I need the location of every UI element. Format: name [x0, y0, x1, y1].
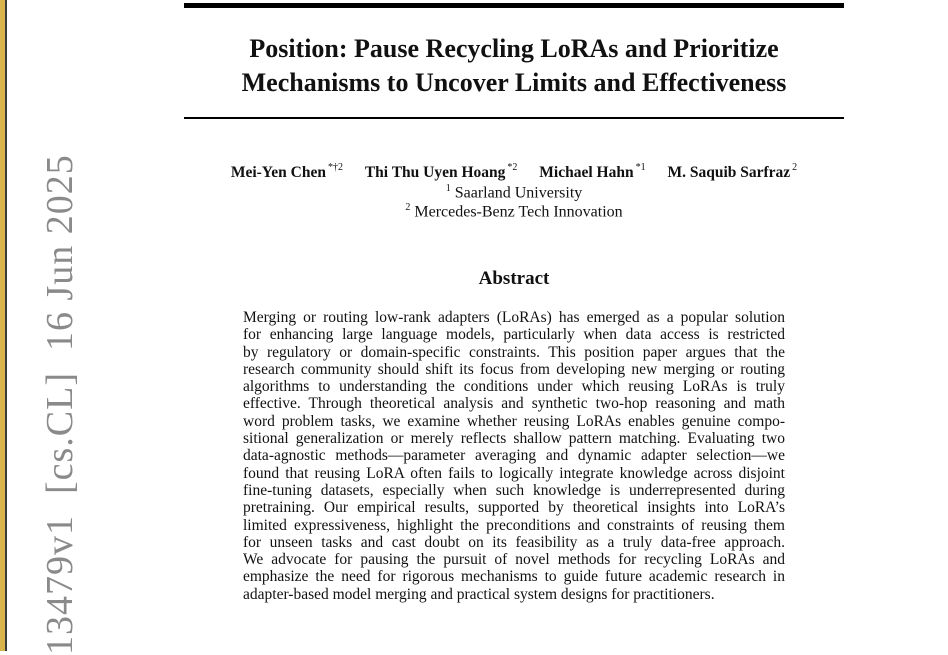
author	[231, 163, 343, 182]
abstract-line: limited expressiveness, highlight the preconditions and constraints of reusing them	[243, 516, 785, 534]
abstract-line: emphasize the need for rigorous mechanisms to guide future academic research in	[243, 568, 785, 586]
paper-title	[184, 32, 844, 100]
author-marks: 2	[792, 162, 798, 173]
abstract-line: Merging or routing low-rank adapters (LoRAs) has emerged as a popular solution	[243, 309, 785, 326]
abstract-line: data-agnostic methods—parameter averaging and dynamic adapter selection—we	[243, 447, 785, 465]
author-marks: *1	[635, 162, 646, 173]
abstract-line: research community should shift its focus from developing new merging or routing	[243, 360, 785, 378]
author-marks: *†2	[327, 162, 343, 173]
abstract-body	[243, 309, 785, 603]
abstract-line: algorithms to understanding the conditions under which reusing LoRAs is truly	[243, 378, 785, 396]
affiliation-mark: 1	[445, 183, 451, 194]
arxiv-identifier: 13479v1 [cs.CL] 16 Jun 2025	[39, 154, 81, 655]
abstract-line: for unseen tasks and cast doubt on its feasibility as a truly data-free approach.	[243, 533, 785, 551]
author	[365, 163, 518, 182]
author	[667, 163, 797, 182]
affiliation-name: Mercedes-Benz Tech Innovation	[414, 203, 623, 221]
abstract-line: found that reusing LoRA often fails to logically integrate knowledge across disjoint	[243, 464, 785, 482]
affiliation-mark: 2	[405, 202, 411, 213]
page-left-edge-shadow	[5, 0, 7, 651]
affiliation	[184, 183, 844, 202]
author-name: Thi Thu Uyen Hoang	[364, 164, 506, 182]
author-list	[184, 163, 844, 182]
author-marks: *2	[507, 162, 518, 173]
title-line: Position: Pause Recycling LoRAs and Prioritize	[249, 34, 779, 63]
abstract-line: fine-tuning datasets, especially when such knowledge is underrepresented during	[243, 481, 785, 499]
abstract-heading: Abstract	[478, 268, 550, 289]
abstract-line: word problem tasks, we examine whether reusing LoRAs enables genuine compo-	[243, 412, 785, 430]
abstract-line: sitional generalization or merely reflects shallow pattern matching. Evaluating two	[243, 430, 785, 448]
abstract-line: by regulatory or domain-specific constraints. This position paper argues that the	[243, 343, 785, 361]
author-name: M. Saquib Sarfraz	[667, 164, 791, 182]
title-line: Mechanisms to Uncover Limits and Effectiveness	[241, 68, 787, 97]
title-top-rule	[184, 3, 844, 8]
author-name: Michael Hahn	[539, 164, 634, 182]
abstract-line: for enhancing large language models, particularly when data access is restricted	[243, 326, 785, 344]
affiliation-name: Saarland University	[454, 184, 583, 202]
abstract-line: adapter-based model merging and practical system designs for practitioners.	[243, 585, 715, 603]
abstract-line: We advocate for pausing the pursuit of novel methods for recycling LoRAs and	[243, 551, 785, 569]
author	[539, 163, 645, 182]
abstract-line: effective. Through theoretical analysis and synthetic two-hop reasoning and math	[243, 395, 785, 413]
title-bottom-rule	[184, 117, 844, 119]
abstract-line: pretraining. Our empirical results, supported by theoretical insights into LoRA’s	[243, 499, 785, 517]
author-name: Mei-Yen Chen	[230, 164, 326, 182]
affiliation	[184, 202, 844, 221]
